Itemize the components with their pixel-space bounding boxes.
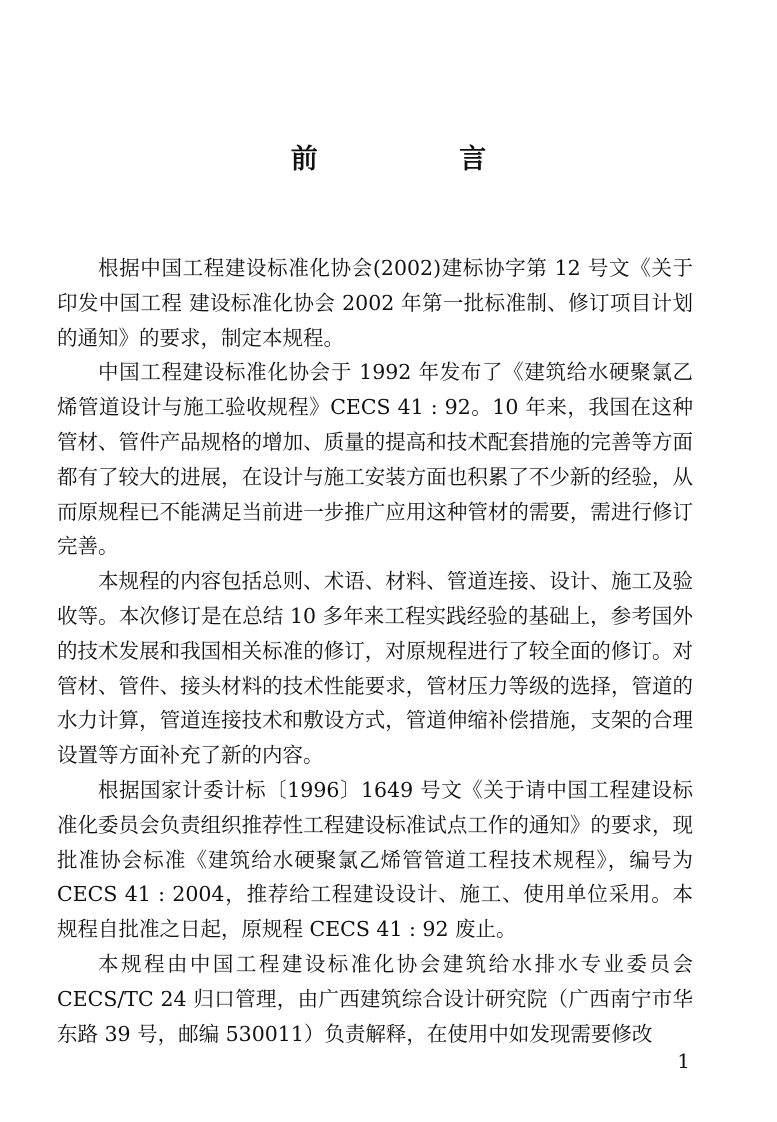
paragraph-1: 根据中国工程建设标准化协会(2002)建标协字第 12 号文《关于印发中国工程 建设标准化协会 2002 年第一批标准制、修订项目计划的通知》的要求，制定本规程。 — [57, 256, 693, 350]
paragraph-2: 中国工程建设标准化协会于 1992 年发布了《建筑给水硬聚氯乙烯管道设计与施工验收规程》CECS 41 : 92。10 年来，我国在这种管材、管件产品规格的增加、质量的提高和技术配套措施的完善等方面都有了较大的进展，在设计与施工安装方面也积累了不少新的经验，从而原规程已不能满足当前进一步推广应用这种管材的需要，需进行修订完善。 — [57, 360, 693, 559]
page-title: 前 言 — [290, 144, 553, 175]
paragraph-4: 根据国家计委计标〔1996〕1649 号文《关于请中国工程建设标准化委员会负责组织推荐性工程建设标准试点工作的通知》的要求，现批准协会标准《建筑给水硬聚氯乙烯管管道工程技术规程》，编号为 CECS 41 : 2004，推荐给工程建设设计、施工、使用单位采用。本规程自批准之日起，原规程 CECS 41 : 92 废止。 — [57, 777, 693, 942]
paragraph-3: 本规程的内容包括总则、术语、材料、管道连接、设计、施工及验收等。本次修订是在总结 10 多年来工程实践经验的基础上，参考国外的技术发展和我国相关标准的修订，对原规程进行了较全面的修订。对管材、管件、接头材料的技术性能要求，管材压力等级的选择，管道的水力计算，管道连接技术和敷设方式，管道伸缩补偿措施，支架的合理设置等方面补充了新的内容。 — [57, 569, 693, 768]
page-number: 1 — [677, 1049, 690, 1073]
preface-body — [57, 251, 693, 1051]
paragraph-5: 本规程由中国工程建设标准化协会建筑给水排水专业委员会 CECS/TC 24 归口管理，由广西建筑综合设计研究院（广西南宁市华东路 39 号，邮编 530011）负责解释，在使用中如发现需要修改 — [57, 951, 693, 1046]
